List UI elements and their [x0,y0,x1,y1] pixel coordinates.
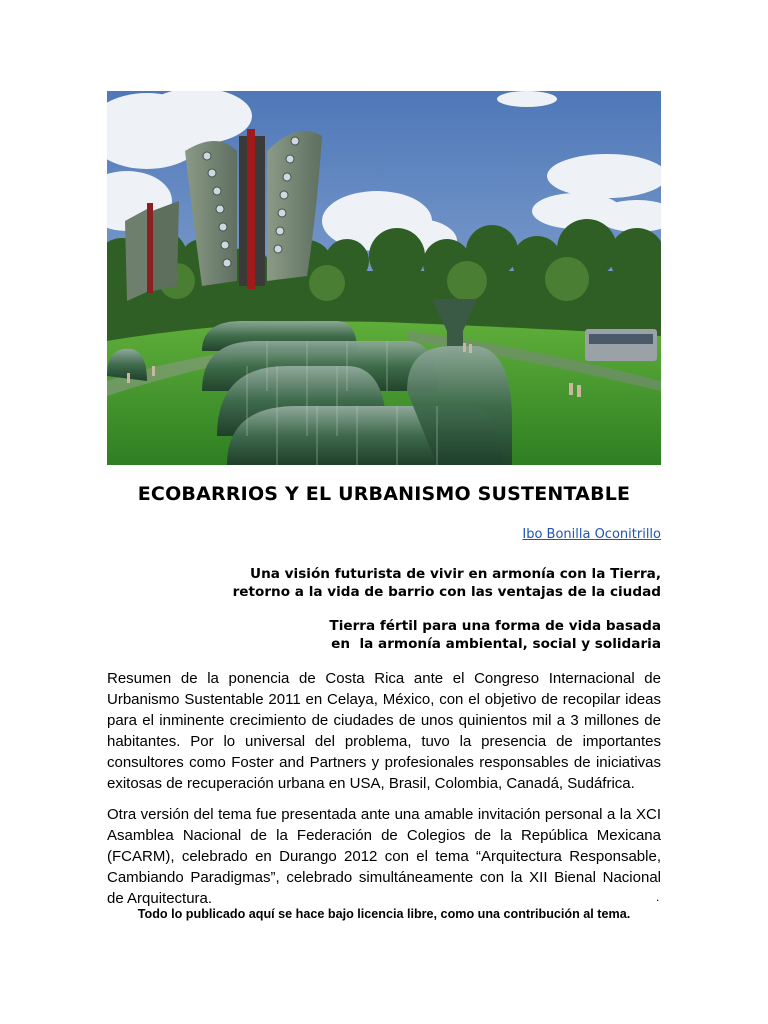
summary-paragraph: Resumen de la ponencia de Costa Rica ante el Congreso Internacional de Urbanismo Sustentable 2011 en Celaya, México, con el objetivo de recopilar ideas para el inminente crecimiento de ciudades de unos quinientos mil a 3 millones de habitantes. Por lo universal del problema, tuvo la presencia de importantes consultores como Foster and Partners y profesionales responsables de iniciativas exitosas de recuperación urbana en USA, Brasil, Colombia, Canadá, Sudáfrica. [107,670,661,792]
presentation-paragraph: Otra versión del tema fue presentada ante una amable invitación personal a la XCI Asamblea Nacional de la Federación de Colegios de la República Mexicana (FCARM), celebrado en Durango 2012 con el tema “Arquitectura Responsable, Cambiando Paradigmas”, celebrado simultáneamente con la XII Bienal Nacional de Arquitectura. [107,806,661,907]
subtitle-block-2 [107,617,661,653]
subtitle-line: Tierra fértil para una forma de vida basada [329,618,661,634]
subtitle-line: en la armonía ambiental, social y solidaria [331,636,661,652]
hero-rendering-image [107,91,661,465]
subtitle-line: retorno a la vida de barrio con las ventajas de la ciudad [232,584,661,600]
ecobarrio-rendering-icon [107,91,661,465]
stray-dot: . [656,890,660,904]
subtitle-line: Una visión futurista de vivir en armonía con la Tierra, [250,566,661,582]
subtitle-block-1 [107,565,661,601]
page-title: ECOBARRIOS Y EL URBANISMO SUSTENTABLE [137,483,631,505]
license-note: Todo lo publicado aquí se hace bajo licencia libre, como una contribución al tema. [137,907,631,921]
author-link[interactable]: Ibo Bonilla Oconitrillo [522,527,661,542]
